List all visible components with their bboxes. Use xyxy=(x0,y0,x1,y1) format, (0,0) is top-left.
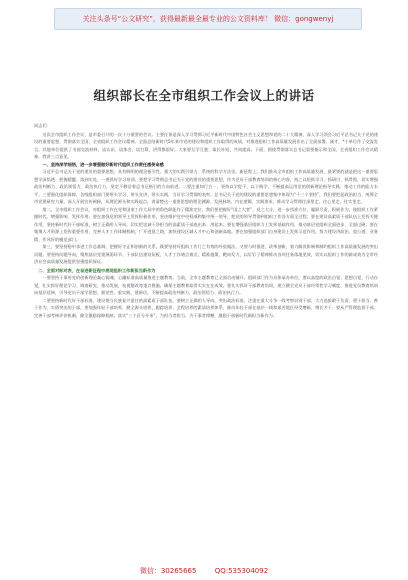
wechat-contact: 微信：30265665 xyxy=(139,567,197,575)
qq-contact: QQ:535304092 xyxy=(214,567,269,575)
ad-banner[interactable]: 关注头条号“公文研究”，获得最新最全最专业的公文资料库！ 微信：gongwenyj xyxy=(54,8,362,30)
salutation: 同志们： xyxy=(34,123,51,128)
body-paragraph: 这次全市组织工作会议，是市委召开的一次十分重要的会议。主要任务是深入学习贯彻习近平新时代中国特色社会主义思想和党的二十大精神，深入学习领会习近平总书记关于党的建设的重要思想、贯彻落实全国、全省组织工作会议精神，全面总结新时代5年来市党的建设和组织工作取得的成绩，对推进组织工作高质量发展作出了全面部署。刚才，*个单位作了交流发言，其他单位提供了书面交流材料，谈认识、谈体会、谈打算，讲得都很好。大家要互学互鉴、取长补短、共同提高。下面，围绕贯彻落实总书记重要指示和全国、全省组织工作会议精神，我讲三点意见。 xyxy=(34,131,378,159)
document-body xyxy=(34,122,378,319)
body-paragraph: 习近平总书记关于党的建设的重要思想，具有鲜明的理论指引性、强大的实践引领力、系统的科学方法论。新征程上，我们推动全市组织工作高质量发展，最紧要的就是把这一重要思想学深悟透、把握精髓、落到实处，一要抓好学习培训。要把学习贯彻总书记关于党的建设的重要思想，作为党员干部教育培训的核心内容，持之以恒抓学习、抓研讨、抓贯彻，切实增强政治判断力、政治领悟力、政治执行力，坚定不移沿着总书记指引的方向前进。二要注重知行合一，坚持以学促干、以干践学，不断提高运用党的创新理论指导实践、推动工作的能力水平。三要强化组织保障。各级组织部门要带头学习、带头宣讲、带头实践，当好学习贯彻的表率。总书记关于党的建设的重要思想集中体现为“十三个坚持”，我们要把起政治担当，统筹全市党建研究力量，深入开展宣传阐释，从理论源头和实践起点，讲清楚这一重要思想的理论渊源、发展脉络、内在逻辑、实践要求，推动学习贯彻往深里走、往心里走、往实里走。 xyxy=(34,169,378,204)
body-paragraph: 第二，全市组织工作会议，对组织工作在党和国家工作大局中的角色职能作了精准定位，我们要把握好“国之大者”、党之大计，进一步找准方位、履职尽责，积极作为，使组织工作紧跟时代、增强影响、发挥作用。要在加强党的领导上发挥积极作用，坚决维护党中央权威和集中统一领导，把党的领导贯彻到组织工作各方面全过程；要在建设高素质干部队伍上发挥关键作用，坚持新时代好干部标准，树立正确用人导向，切实把忠诚干净担当的高素质干部选出来、用起来；要在增强基层组织力上发挥基础作用，推动基层党组织全面进步、全面过硬；要在集聚人才资源上发挥重要作用，完善人才工作体制机制，广开进贤之路，加快建设区域人才中心和创新高地。要在加强组织部门自身建设上发挥示范作用，努力建设讲政治、重公道、业务精、作风好的模范部门。 xyxy=(34,206,378,242)
section-heading: 二、全面对标对表，在奋进新征程中展现组织工作新担当新作为 xyxy=(38,267,156,273)
body-paragraph: 一要坚持干事用党的创新理论凝心铸魂，心幽标准高质量推进主题教育。当前，全市主题教育已全面启动铺开。组织部门作为具体承办单位，要以高度的政治自觉、思想自觉、行动自觉，扎实抓好理论学习、调查研究、推动发展、检视整改等重点措施，确保主题教育取得实实在在成效。要扎实抓好干部教育培训，建立健全党员干部经常性学习制度，推进党员教育培训向基层延伸，引导党员干部学思想、强党性、重实践、建新功，不断提高政治判断力、政治领悟力、政治执行力。 xyxy=(34,275,378,295)
document-title: 组织部长在全市组织工作会议上的讲话 xyxy=(93,88,315,103)
body-paragraph: 第三，要坚持稳中求进工作总基调，把握好守正和创新的关系，既要坚持好组织工作行之有效的经验做法，又要与时俱进、改革创新，着力解决影响和制约组织工作高质量发展的突出问题。要坚持问题导向，聚焦基层党建薄弱环节、干部队伍建设短板、人才工作堵点难点，精准施策、靶向发力，以钉钉子精神推动各项任务落地见效，切实以组织工作的新成效为全市经济社会高质量发展提供坚强组织保证。 xyxy=(34,244,378,264)
contact-footer xyxy=(0,566,408,576)
section-heading: 一、坚持深学细悟，进一步增强做好新时代组织工作责任感使命感 xyxy=(42,161,164,167)
body-paragraph: 二要坚持新时代好干部标准，建设堪当民族复兴重任的高素质干部队伍。要树立正确用人导向，突出政治标准，注重在重大斗争一线考察识别干部，大力选拔敢于负责、勇于担当、善于作为、实绩突出的干部。要加强年轻干部培养，健全源头培养、跟踪培养、全程培养的素质培养体系，推动年轻干部在基层一线和艰苦地区经受磨砺、增长才干。要从严管理监督干部，完善干部考核评价机制，健全激励保障机制，落实“三个区分开来”，为担当者担当、为干事者撑腰，激励干部新时代新担当新作为。 xyxy=(34,297,378,318)
